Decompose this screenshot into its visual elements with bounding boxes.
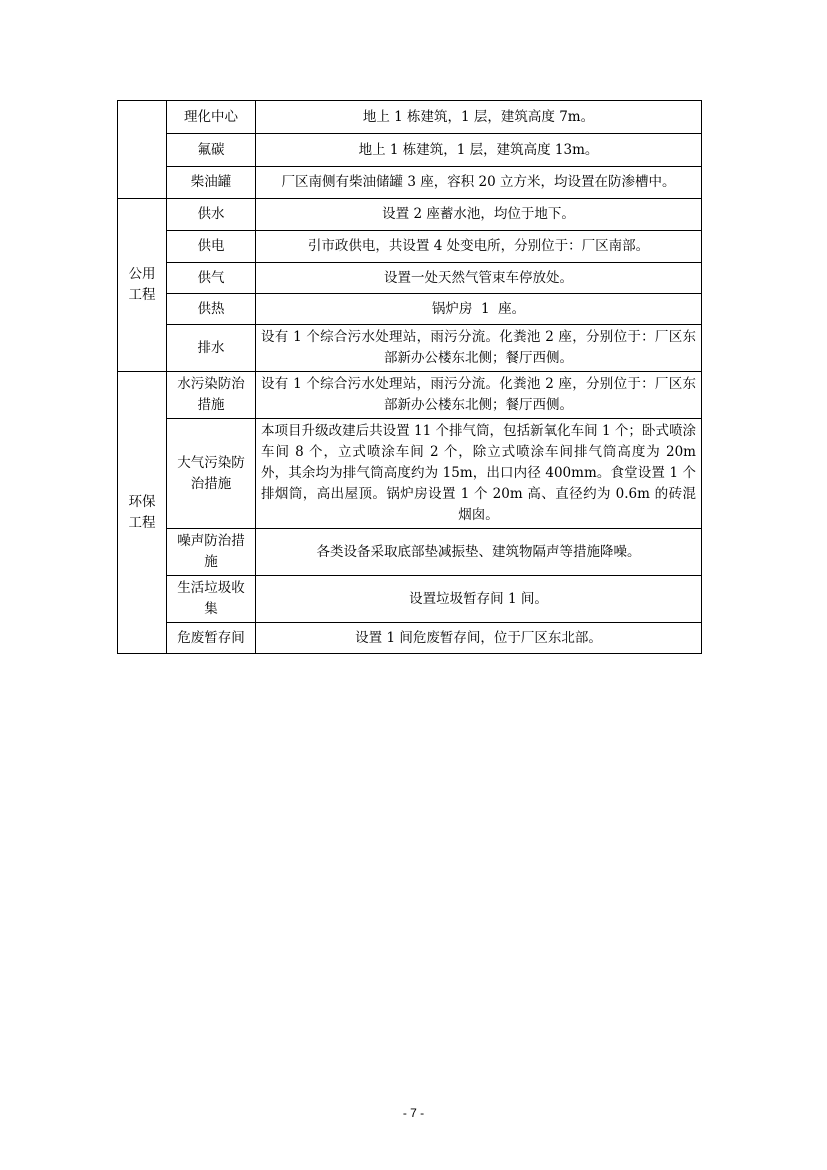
content-cell: 设有 1 个综合污水处理站，雨污分流。化粪池 2 座，分别位于：厂区东部新办公楼东北侧；餐厅西侧。 [256, 325, 702, 372]
category-cell [118, 101, 167, 199]
table-row [118, 263, 702, 294]
table-row [118, 101, 702, 134]
content-cell: 设有 1 个综合污水处理站，雨污分流。化粪池 2 座，分别位于：厂区东部新办公楼东北侧；餐厅西侧。 [256, 372, 702, 419]
item-cell: 供电 [167, 231, 256, 263]
item-cell: 水污染防治措施 [167, 372, 256, 419]
content-cell: 设置一处天然气管束车停放处。 [256, 263, 702, 294]
content-cell: 地上 1 栋建筑，1 层，建筑高度 13m。 [256, 134, 702, 167]
table-row [118, 623, 702, 654]
item-cell: 噪声防治措施 [167, 529, 256, 576]
item-cell: 危废暂存间 [167, 623, 256, 654]
item-cell: 柴油罐 [167, 167, 256, 199]
table-row [118, 325, 702, 372]
table-row [118, 167, 702, 199]
category-cell: 公用工程 [118, 199, 167, 372]
content-cell: 锅炉房 1 座。 [256, 294, 702, 325]
table-row [118, 134, 702, 167]
content-cell: 设置 1 间危废暂存间，位于厂区东北部。 [256, 623, 702, 654]
category-cell: 环保工程 [118, 372, 167, 654]
content-cell: 本项目升级改建后共设置 11 个排气筒，包括新氧化车间 1 个；卧式喷涂车间 8 个，立式喷涂车间 2 个，除立式喷涂车间排气筒高度为 20m 外，其余均为排气筒高度约为 15m，出口内径 400mm。食堂设置 1 个排烟筒，高出屋顶。锅炉房设置 1 个 20m 高、直径约为 0.6m 的砖混烟囱。 [256, 419, 702, 529]
page-number: - 7 - [402, 1106, 425, 1120]
content-cell: 厂区南侧有柴油储罐 3 座，容积 20 立方米，均设置在防渗槽中。 [256, 167, 702, 199]
table-row [118, 372, 702, 419]
content-cell: 设置垃圾暂存间 1 间。 [256, 576, 702, 623]
table-row [118, 294, 702, 325]
content-cell: 各类设备采取底部垫减振垫、建筑物隔声等措施降噪。 [256, 529, 702, 576]
item-cell: 生活垃圾收集 [167, 576, 256, 623]
table-row [118, 199, 702, 231]
item-cell: 理化中心 [167, 101, 256, 134]
item-cell: 供气 [167, 263, 256, 294]
project-table [117, 100, 702, 654]
item-cell: 供热 [167, 294, 256, 325]
item-cell: 氟碳 [167, 134, 256, 167]
table-row [118, 529, 702, 576]
table-row [118, 419, 702, 529]
item-cell: 供水 [167, 199, 256, 231]
item-cell: 大气污染防治措施 [167, 419, 256, 529]
table-row [118, 231, 702, 263]
content-cell: 设置 2 座蓄水池，均位于地下。 [256, 199, 702, 231]
table-row [118, 576, 702, 623]
content-cell: 引市政供电，共设置 4 处变电所，分别位于：厂区南部。 [256, 231, 702, 263]
item-cell: 排水 [167, 325, 256, 372]
content-cell: 地上 1 栋建筑，1 层，建筑高度 7m。 [256, 101, 702, 134]
